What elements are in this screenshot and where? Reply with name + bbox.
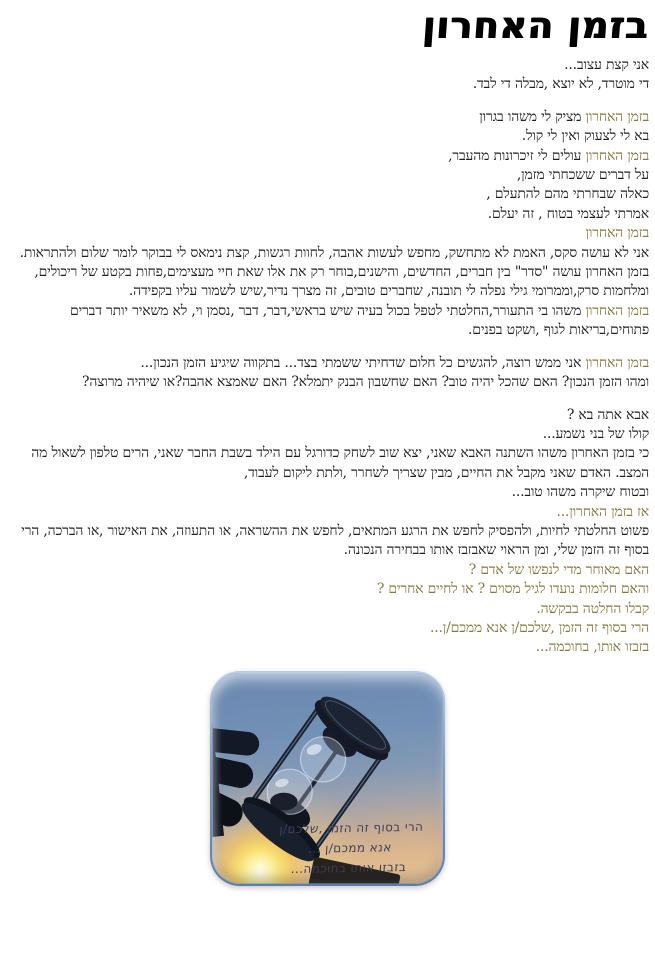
text-segment: בא לי לצעוק ואין לי קול. <box>521 128 649 145</box>
accent-phrase: הרי בסוף זה הזמן ,שלכם/ן אנא ממכם/ן... <box>430 619 649 636</box>
text-line <box>5 147 649 166</box>
text-line <box>5 483 649 502</box>
text-line <box>5 406 649 425</box>
text-segment: אבא אתה בא ? <box>566 406 649 423</box>
accent-phrase: בזמן האחרון <box>585 302 649 319</box>
photo-caption <box>263 816 437 879</box>
text-segment: קולו של בני נשמע... <box>542 425 649 442</box>
text-line <box>5 444 649 483</box>
accent-phrase: בזמן האחרון <box>585 108 649 125</box>
text-line <box>5 600 649 619</box>
hourglass-photo <box>210 671 445 886</box>
text-segment: על דברים ששכחתי מזמן, <box>516 167 649 184</box>
text-segment: כאלה שבחרתי מהם להתעלם , <box>486 186 649 203</box>
text-line <box>5 425 649 444</box>
accent-phrase: והאם חלומות נועדו לגיל מסוים ? או לחיים אחרים ? <box>376 581 649 598</box>
photo-caption-line: אנא ממכם/ן ... <box>307 840 393 856</box>
text-line <box>5 166 649 185</box>
hourglass-photo-canvas <box>212 673 443 884</box>
text-line <box>5 108 649 127</box>
accent-phrase: בזמן האחרון <box>585 225 649 242</box>
accent-phrase: בזמן האחרון <box>585 354 649 371</box>
text-segment: מציק לי משהו בגרון <box>479 108 586 125</box>
text-segment: פשוט החלטתי לחיות, ולהפסיק לחפש את הרגע המתאים, לחפש את ההשראה, או התעוזה, את האישור ,או הברכה, הרי בסוף זה הזמן שלי, ומן הראוי שאבזבז אותו בבחירה הנכונה. <box>21 522 649 559</box>
text-line <box>5 185 649 204</box>
text-line <box>5 302 649 341</box>
text-segment: די מוטרד, לא יוצא ,מבלה די לבד. <box>472 76 649 93</box>
text-segment: אני קצת עצוב... <box>564 57 649 73</box>
text-segment: ובטוח שיקרה משהו טוב... <box>511 484 649 501</box>
text-line <box>5 373 649 392</box>
photo-caption-line: הרי בסוף זה הזמן ,שלכם/ן <box>278 819 424 837</box>
paragraph <box>5 56 649 95</box>
photo-caption-line: בזבזו אותו בחוכמה... <box>290 859 407 876</box>
text-line <box>5 638 649 657</box>
accent-phrase: בזבזו אותו, בחוכמה... <box>535 639 649 656</box>
page-title: בזמן האחרון <box>421 4 651 47</box>
document-page <box>0 2 655 956</box>
paragraph <box>5 406 649 658</box>
text-line <box>5 561 649 580</box>
paragraph <box>5 354 649 393</box>
text-line <box>5 619 649 638</box>
text-line <box>5 75 649 94</box>
text-line <box>5 205 649 224</box>
paragraph <box>5 108 649 341</box>
body-text <box>0 56 655 658</box>
accent-phrase: בזמן האחרון <box>585 147 649 164</box>
text-segment: אמרתי לעצמי בטוח , זה יעלם. <box>487 205 649 222</box>
text-line <box>5 580 649 599</box>
text-line <box>5 127 649 146</box>
accent-phrase: אז בזמן האחרון... <box>556 503 649 520</box>
text-line <box>5 224 649 243</box>
text-line <box>5 244 649 263</box>
text-line <box>5 503 649 522</box>
text-line <box>5 263 649 302</box>
text-segment: עולים לי זיכרונות מהעבר, <box>448 147 586 164</box>
text-line <box>5 522 649 561</box>
text-segment: אני ממש רוצה, להגשים כל חלום שדחיתי ששמתי בצד... בתקווה שיגיע הזמן הנכון... <box>140 354 586 371</box>
accent-phrase: האם מאוחר מדי לנפשו של אדם ? <box>468 561 649 578</box>
text-line <box>5 56 649 75</box>
text-segment: משהו בי התעורר,החלטתי לטפל בכול בעיה שיש בראשי,דבר, דבר ,נסמן וי, לא משאיר יותר דברים פתוחים,בריאות לגוף ,ושקט בפנים. <box>69 302 649 339</box>
text-segment: ומהו הזמן הנכון? האם שהכל יהיה טוב? האם שחשבון הבנק יתמלא? האם שאמצא אהבה?או שיהיה מרוצה? <box>82 374 649 391</box>
text-segment: בזמן האחרון עושה "סדר" בין חברים, החדשים, והישנים,בוחר רק את אלו שאת חיי מעצימים,פחות בקטע של ריכולים, ומלחמות סרק,וממרומי גילי נפלה לי תובנה, שחברים טובים, זה מצרך נדיר,שיש לשמור עליו בקפידה. <box>34 264 649 300</box>
text-line <box>5 354 649 373</box>
text-segment: כי בזמן האחרון משהו השתנה האבא שאני, יצא שוב לשחק כדורגל עם הילד בשבת החבר שאני, הרים טלפון לשאול מה המצב. האדם שאני מקבל את החיים, מבין שצריך לשחרר ,ולתת ליקום לעבוד, <box>31 445 649 481</box>
accent-phrase: קבלו החלטה בבקשה. <box>536 600 649 617</box>
text-segment: אני לא עושה סקס, האמת לא מתחשק, מחפש לעשות אהבה, לחוות רגשות, קצת נימאס לי בבוקר לומר שלום ולהתראות. <box>19 244 649 261</box>
